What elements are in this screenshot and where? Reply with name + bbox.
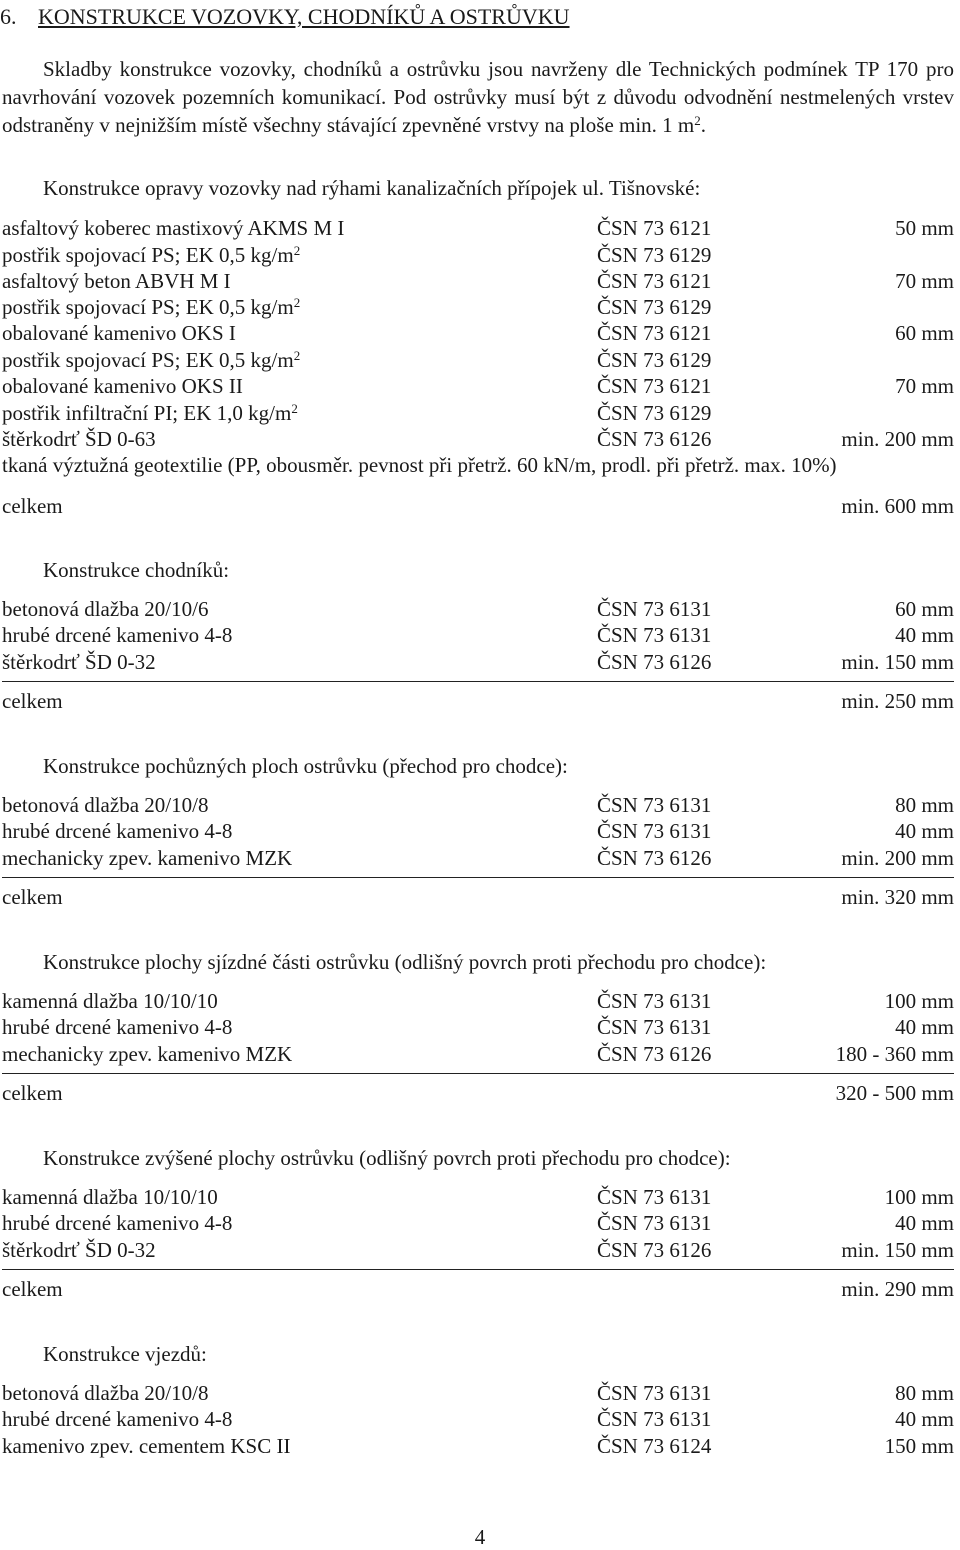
total-divider bbox=[2, 1073, 954, 1074]
layer-name-text: asfaltový koberec mastixový AKMS M I bbox=[2, 216, 345, 240]
layer-name-text: štěrkodrť ŠD 0-32 bbox=[2, 1238, 156, 1262]
section-subtitle: Konstrukce chodníků: bbox=[43, 558, 230, 582]
layer-name bbox=[2, 400, 298, 426]
layer-name bbox=[2, 792, 208, 818]
layer-name bbox=[2, 320, 236, 346]
layer-norm: ČSN 73 6121 bbox=[597, 269, 712, 293]
total-divider bbox=[2, 681, 954, 682]
layer-name-text: obalované kamenivo OKS II bbox=[2, 374, 243, 398]
layer-norm: ČSN 73 6129 bbox=[597, 401, 712, 425]
layer-norm: ČSN 73 6129 bbox=[597, 243, 712, 267]
layer-thickness: 150 mm bbox=[884, 1434, 954, 1458]
layer-name-text: postřik spojovací PS; EK 0,5 kg/m bbox=[2, 348, 294, 372]
layer-name-text: kamenivo zpev. cementem KSC II bbox=[2, 1434, 291, 1458]
layer-thickness: 70 mm bbox=[895, 374, 954, 398]
layer-thickness: 80 mm bbox=[895, 1381, 954, 1405]
layer-norm: ČSN 73 6129 bbox=[597, 348, 712, 372]
layer-norm: ČSN 73 6131 bbox=[597, 793, 712, 817]
layer-thickness: 40 mm bbox=[895, 1407, 954, 1431]
section-subtitle: Konstrukce plochy sjízdné části ostrůvku (odlišný povrch proti přechodu pro chodce): bbox=[43, 950, 767, 974]
layer-name-text: mechanicky zpev. kamenivo MZK bbox=[2, 846, 293, 870]
layer-name bbox=[2, 294, 300, 320]
layer-thickness: 80 mm bbox=[895, 793, 954, 817]
section-subtitle: Konstrukce opravy vozovky nad rýhami kanalizačních přípojek ul. Tišnovské: bbox=[43, 176, 701, 200]
layer-name bbox=[2, 1014, 232, 1040]
layer-name bbox=[2, 1041, 292, 1067]
layer-norm: ČSN 73 6129 bbox=[597, 295, 712, 319]
layer-thickness: 40 mm bbox=[895, 1015, 954, 1039]
unit-superscript: 2 bbox=[291, 401, 298, 416]
layer-name-text: kamenná dlažba 10/10/10 bbox=[2, 989, 218, 1013]
layer-thickness: min. 200 mm bbox=[841, 427, 954, 451]
layer-name bbox=[2, 1433, 290, 1459]
intro-paragraph bbox=[2, 55, 954, 139]
layer-norm: ČSN 73 6126 bbox=[597, 846, 712, 870]
layer-name bbox=[2, 1237, 156, 1263]
layer-name bbox=[2, 818, 232, 844]
layer-name bbox=[2, 215, 344, 241]
layer-norm: ČSN 73 6126 bbox=[597, 427, 712, 451]
layer-name-text: hrubé drcené kamenivo 4-8 bbox=[2, 1211, 233, 1235]
layer-name bbox=[2, 373, 243, 399]
layer-name-text: hrubé drcené kamenivo 4-8 bbox=[2, 623, 233, 647]
layer-name bbox=[2, 268, 231, 294]
total-value: 320 - 500 mm bbox=[835, 1081, 954, 1105]
layer-name bbox=[2, 1210, 232, 1236]
total-value: min. 290 mm bbox=[841, 1277, 954, 1301]
layer-thickness: 50 mm bbox=[895, 216, 954, 240]
layer-norm: ČSN 73 6126 bbox=[597, 650, 712, 674]
layer-norm: ČSN 73 6131 bbox=[597, 1381, 712, 1405]
layer-name-text: betonová dlažba 20/10/8 bbox=[2, 793, 209, 817]
layer-norm: ČSN 73 6126 bbox=[597, 1238, 712, 1262]
layer-norm: ČSN 73 6131 bbox=[597, 819, 712, 843]
total-divider bbox=[2, 1269, 954, 1270]
layer-name-text: postřik infiltrační PI; EK 1,0 kg/m bbox=[2, 401, 292, 425]
layer-norm: ČSN 73 6126 bbox=[597, 1042, 712, 1066]
layer-name bbox=[2, 1380, 208, 1406]
intro-sup: 2 bbox=[694, 113, 701, 128]
unit-superscript: 2 bbox=[293, 295, 301, 310]
section-number: 6. bbox=[0, 4, 17, 29]
layer-norm: ČSN 73 6131 bbox=[597, 1407, 712, 1431]
total-label: celkem bbox=[2, 885, 63, 909]
layer-name-text: postřik spojovací PS; EK 0,5 kg/m bbox=[2, 295, 294, 319]
total-value: min. 600 mm bbox=[841, 494, 954, 518]
layer-thickness: 40 mm bbox=[895, 623, 954, 647]
unit-superscript: 2 bbox=[293, 243, 301, 258]
section-subtitle: Konstrukce vjezdů: bbox=[43, 1342, 207, 1366]
total-label: celkem bbox=[2, 689, 63, 713]
layer-name bbox=[2, 988, 218, 1014]
layer-norm: ČSN 73 6124 bbox=[597, 1434, 712, 1458]
section-subtitle: Konstrukce zvýšené plochy ostrůvku (odlišný povrch proti přechodu pro chodce): bbox=[43, 1146, 731, 1170]
layer-name bbox=[2, 845, 292, 871]
layer-thickness: 70 mm bbox=[895, 269, 954, 293]
total-value: min. 320 mm bbox=[841, 885, 954, 909]
total-label: celkem bbox=[2, 494, 63, 518]
layer-thickness: 100 mm bbox=[884, 1185, 954, 1209]
layer-name-text: štěrkodrť ŠD 0-63 bbox=[2, 427, 156, 451]
layer-name-text: obalované kamenivo OKS I bbox=[2, 321, 236, 345]
layer-name-text: kamenná dlažba 10/10/10 bbox=[2, 1185, 218, 1209]
layer-name-text: betonová dlažba 20/10/6 bbox=[2, 597, 209, 621]
layer-name bbox=[2, 1406, 232, 1432]
layer-thickness: 40 mm bbox=[895, 819, 954, 843]
layer-norm: ČSN 73 6121 bbox=[597, 321, 712, 345]
layer-name-text: betonová dlažba 20/10/8 bbox=[2, 1381, 209, 1405]
geotextile-note: tkaná výztužná geotextilie (PP, obousměr. pevnost při přetrž. 60 kN/m, prodl. při přetrž. max. 10%) bbox=[2, 453, 837, 477]
layer-name-text: štěrkodrť ŠD 0-32 bbox=[2, 650, 156, 674]
layer-name bbox=[2, 649, 156, 675]
layer-thickness: min. 150 mm bbox=[841, 650, 954, 674]
layer-name-text: mechanicky zpev. kamenivo MZK bbox=[2, 1042, 293, 1066]
layer-norm: ČSN 73 6131 bbox=[597, 989, 712, 1013]
section-subtitle: Konstrukce pochůzných ploch ostrůvku (přechod pro chodce): bbox=[43, 754, 568, 778]
layer-thickness: 40 mm bbox=[895, 1211, 954, 1235]
layer-norm: ČSN 73 6121 bbox=[597, 216, 712, 240]
layer-norm: ČSN 73 6121 bbox=[597, 374, 712, 398]
layer-norm: ČSN 73 6131 bbox=[597, 597, 712, 621]
layer-norm: ČSN 73 6131 bbox=[597, 1185, 712, 1209]
total-label: celkem bbox=[2, 1277, 63, 1301]
unit-superscript: 2 bbox=[293, 348, 301, 363]
layer-thickness: 180 - 360 mm bbox=[835, 1042, 954, 1066]
layer-name bbox=[2, 242, 300, 268]
layer-name bbox=[2, 1184, 218, 1210]
layer-norm: ČSN 73 6131 bbox=[597, 1015, 712, 1039]
layer-name bbox=[2, 622, 232, 648]
layer-name bbox=[2, 347, 300, 373]
page-number: 4 bbox=[474, 1525, 486, 1549]
layer-name-text: hrubé drcené kamenivo 4-8 bbox=[2, 819, 233, 843]
layer-thickness: min. 200 mm bbox=[841, 846, 954, 870]
total-divider bbox=[2, 877, 954, 878]
layer-name-text: hrubé drcené kamenivo 4-8 bbox=[2, 1015, 233, 1039]
layer-name-text: hrubé drcené kamenivo 4-8 bbox=[2, 1407, 233, 1431]
layer-name-text: postřik spojovací PS; EK 0,5 kg/m bbox=[2, 243, 294, 267]
intro-text-end: . bbox=[700, 113, 707, 137]
total-value: min. 250 mm bbox=[841, 689, 954, 713]
section-title: KONSTRUKCE VOZOVKY, CHODNÍKŮ A OSTRŮVKU bbox=[38, 4, 570, 29]
intro-text: Skladby konstrukce vozovky, chodníků a ostrůvku jsou navrženy dle Technických podmínek TP 170 pro navrhování vozovek pozemních komunikací. Pod ostrůvky musí být z důvodu odvodnění nestmelených vrstev odstraněny v nejnižším místě všechny stávající zpevněné vrstvy na ploše min. 1 m bbox=[2, 57, 954, 137]
layer-name-text: asfaltový beton ABVH M I bbox=[2, 269, 231, 293]
layer-thickness: min. 150 mm bbox=[841, 1238, 954, 1262]
layer-thickness: 60 mm bbox=[895, 321, 954, 345]
total-label: celkem bbox=[2, 1081, 63, 1105]
layer-norm: ČSN 73 6131 bbox=[597, 1211, 712, 1235]
layer-thickness: 60 mm bbox=[895, 597, 954, 621]
layer-name bbox=[2, 426, 156, 452]
layer-name bbox=[2, 596, 208, 622]
layer-norm: ČSN 73 6131 bbox=[597, 623, 712, 647]
layer-thickness: 100 mm bbox=[884, 989, 954, 1013]
